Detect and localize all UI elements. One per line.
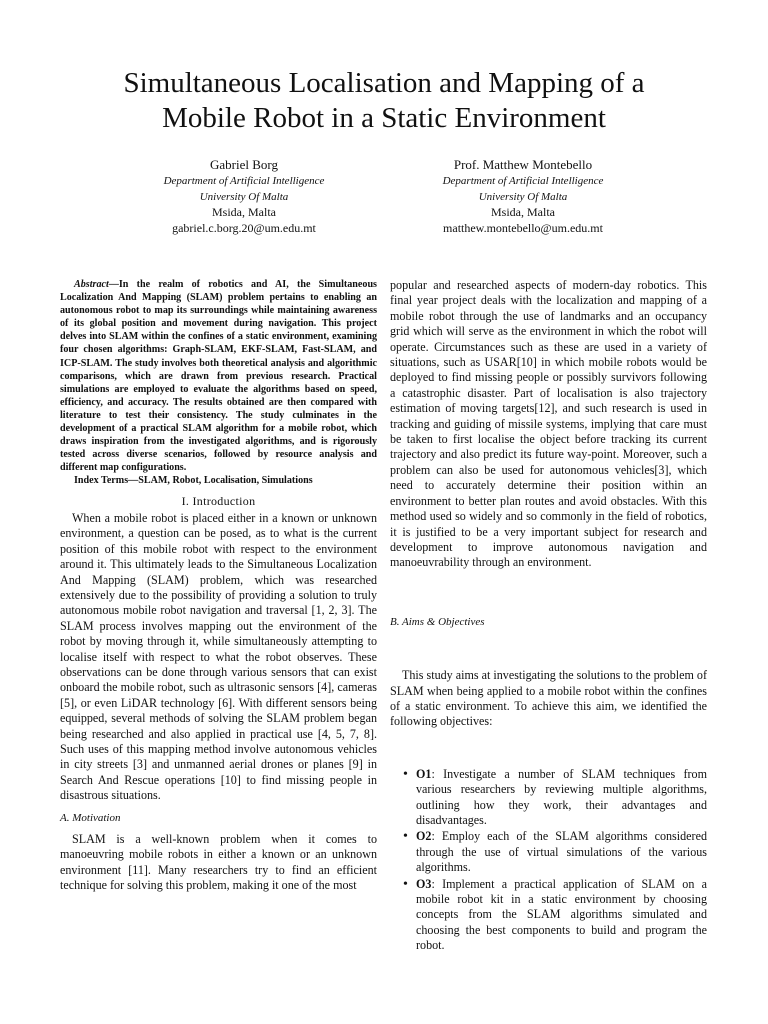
author-name: Prof. Matthew Montebello [453, 157, 593, 172]
motivation-paragraph: SLAM is a well-known problem when it comes to manoeuvring mobile robots in either a known or an unknown environment [11]. Many researchers try to find an efficient technique for solving this problem, making it one of the most [60, 832, 377, 893]
subsection-heading-motivation: A. Motivation [60, 811, 121, 824]
aims-paragraph: This study aims at investigating the solutions to the problem of SLAM when being applied to a mobile robot within the confines of a static environment. To achieve this aim, we identified the following objectives: [390, 668, 708, 729]
bullet-icon: • [403, 876, 408, 892]
intro-paragraph: When a mobile robot is placed either in a known or unknown environment, a question can be posed, as to what is the current position of this mobile robot with respect to the environment around it. This ultimately leads to the Simultaneous Localization And Mapping (SLAM) problem, which was researched extensively due to the possibility of providing a solution to truly autonomous mobile robot navigation and traversal [1, 2, 3]. The SLAM process involves mapping out the environment of the robot by moving through it, while simultaneously attempting to localise itself with respect to what the robot observes. These observations can be done through various sensors that can exist onboard the mobile robot, such as ultrasonic sensors [4], cameras [5], or even LiDAR technology [6]. With different sensors being equipped, several methods of solving the SLAM problem began being researched and also applied in practical use [4, 5, 7, 8]. Such uses of this mapping method involve autonomous vehicles in city streets [3] and unmanned aerial drones or planes [9] in Search And Rescue operations [10] to find missing people in disastrous situations. [60, 510, 377, 803]
bullet-icon: • [403, 829, 408, 845]
index-terms-label: Index Terms [74, 475, 129, 487]
objective-label: O3 [416, 876, 432, 891]
author-location: Msida, Malta [491, 205, 555, 219]
author-university: University Of Malta [199, 190, 289, 203]
author-email: matthew.montebello@um.edu.mt [443, 220, 603, 235]
bullet-icon: • [403, 766, 408, 782]
objective-text: : Investigate a number of SLAM techniques from various researchers by reviewing multiple algorithms, outlining how they work, their advantages and disadvantages. [416, 766, 707, 827]
author-email: gabriel.c.borg.20@um.edu.mt [172, 220, 316, 235]
right-column [390, 278, 707, 955]
objectives-list [390, 767, 707, 954]
left-column [60, 278, 377, 894]
abstract [60, 278, 377, 474]
index-terms [60, 474, 377, 487]
subsection-heading-aims: B. Aims & Objectives [390, 615, 485, 628]
author-location: Msida, Malta [212, 205, 276, 219]
objective-item [390, 767, 707, 829]
abstract-text: —In the realm of robotics and AI, the Simultaneous Localization And Mapping (SLAM) problem pertains to enabling an autonomous robot to map its surroundings while maintaining awareness of its global position and movement during navigation. This project delves into SLAM within the confines of a static environment, examining four chosen algorithms: Graph-SLAM, EKF-SLAM, Fast-SLAM, and ICP-SLAM. The study involves both theoretical analysis and algorithmic comparisons, which are drawn from previous research. Practical simulations are employed to evaluate the algorithms based on speed, efficiency, and accuracy. The results obtained are then compared with literature to test their consistency. The study culminates in the development of a practical SLAM algorithm for a mobile robot, which draws inspiration from the investigated algorithms, and is rigorously tested across diverse scenarios, followed by resource analysis and different map configurations. [60, 279, 377, 474]
objective-text: : Implement a practical application of SLAM on a mobile robot kit in a static environment by choosing concepts from the SLAM algorithms simulated and choosing the best components to build and program the robot. [416, 876, 707, 953]
motivation-paragraph-continued: popular and researched aspects of modern-day robotics. This final year project deals with the localization and mapping of a mobile robot through the use of landmarks and an occupancy grid which will serve as the environment in which the robot will operate. Circumstances such as these are used in a variety of situations, such as USAR[10] in which mobile robots would be deployed to find missing people or possibly survivors following a catastrophic disaster. Part of localisation is also trajectory estimation of moving targets[12], and such research is used in tracking and guiding of missile systems, implying that care must be taken to first localise the object before tracking its current trajectory and also predict its future way-point. Moreover, such a problem can also be used for autonomous vehicles[3], which need to accurately determine their position within an environment to better plan routes and avoid obstacles. With this method used so widely and so commonly in the field of robotics, it is justified to be a very important subject for research and development to improve autonomous navigation and manoeuvrability through an environment. [390, 278, 707, 570]
abstract-label: Abstract [74, 279, 109, 290]
objective-item [390, 877, 707, 954]
author-name: Gabriel Borg [210, 157, 278, 172]
author-block-1 [94, 156, 394, 236]
paper-title-line-2: Mobile Robot in a Static Environment [162, 102, 606, 134]
author-university: University Of Malta [478, 190, 568, 203]
objective-text: : Employ each of the SLAM algorithms considered through the use of virtual simulations of the various algorithms. [416, 829, 707, 875]
objective-item [390, 829, 707, 875]
index-terms-text: —SLAM, Robot, Localisation, Simulations [128, 475, 313, 487]
section-heading-introduction: I. Introduction [181, 493, 256, 508]
paper-title [40, 66, 728, 136]
objective-label: O1 [416, 766, 432, 781]
objective-label: O2 [416, 829, 432, 844]
author-block-2 [373, 156, 673, 236]
author-department: Department of Artificial Intelligence [442, 175, 604, 187]
paper-title-line-1: Simultaneous Localisation and Mapping of a [123, 67, 645, 99]
author-department: Department of Artificial Intelligence [163, 175, 325, 187]
